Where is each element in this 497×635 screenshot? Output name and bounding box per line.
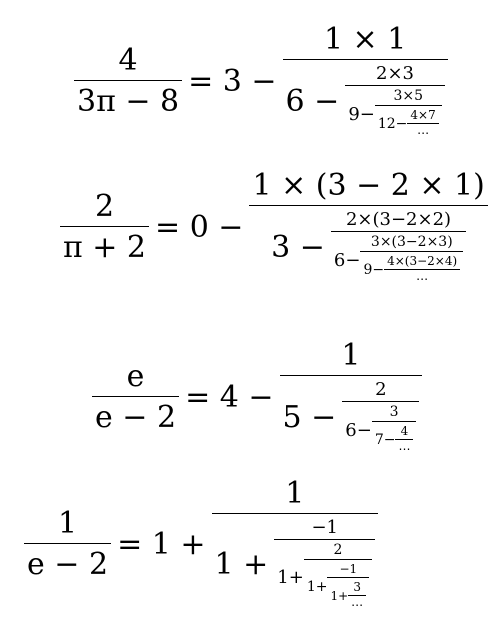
- cf-numerator-2: −1: [311, 517, 338, 538]
- cf-ellipsis: ⋯: [398, 442, 411, 456]
- cf-level-2: [331, 209, 466, 286]
- cf-level-5: [348, 580, 366, 612]
- cf-level-2: [345, 63, 444, 140]
- cf-denominator-term-4: 1+: [330, 589, 349, 603]
- fraction-bar: [74, 80, 182, 81]
- cf-level-4: [395, 424, 413, 456]
- cf-numerator: 1: [285, 476, 305, 511]
- equals-term: = 3 −: [188, 63, 277, 99]
- cf-numerator: 1: [341, 338, 361, 373]
- cf-numerator-3: 3×(3−2×3): [370, 234, 453, 250]
- equals-term: = 4 −: [185, 379, 274, 415]
- fraction-bar: [331, 231, 466, 232]
- cf-level-4: [407, 108, 438, 140]
- cf-numerator-5: 3: [353, 580, 361, 594]
- fraction-bar: [345, 85, 444, 86]
- cf-numerator-3: 3×5: [393, 88, 424, 104]
- cf-numerator-4: −1: [339, 562, 358, 576]
- cf-denominator-term-2: 6−: [333, 249, 361, 271]
- cf-level-3: [360, 234, 463, 286]
- cf-numerator-4: 4×7: [410, 108, 436, 122]
- equals-term: = 0 −: [155, 209, 244, 245]
- continued-fraction: [283, 22, 448, 140]
- lhs-fraction: [74, 43, 182, 119]
- lhs-numerator: e: [126, 359, 145, 394]
- cf-denominator-term-2: 1+: [277, 566, 304, 588]
- cf-denominator-term-3: 9−: [363, 262, 385, 278]
- fraction-bar: [372, 421, 417, 422]
- cf-denominator-term-3: 7−: [374, 432, 396, 448]
- fraction-bar: [342, 401, 419, 402]
- equation-4: [24, 476, 378, 612]
- equation-3: [92, 338, 422, 456]
- fraction-bar: [60, 226, 149, 227]
- fraction-bar: [283, 59, 448, 60]
- cf-numerator: 1 × (3 − 2 × 1): [252, 168, 485, 203]
- cf-denominator-term: 6 −: [285, 84, 340, 119]
- cf-ellipsis: ⋯: [351, 598, 364, 612]
- cf-denominator-term: 1 +: [214, 547, 269, 582]
- cf-ellipsis: ⋯: [417, 126, 430, 140]
- cf-denominator-term-2: 6−: [345, 419, 372, 441]
- fraction-bar: [92, 396, 179, 397]
- fraction-bar: [280, 375, 423, 376]
- fraction-bar: [274, 539, 375, 540]
- cf-numerator-3: 2: [333, 542, 343, 558]
- cf-level-4: [384, 254, 460, 286]
- cf-denominator-term: 3 −: [271, 230, 325, 265]
- cf-level-3: [372, 404, 417, 456]
- cf-level-4: [327, 562, 369, 612]
- lhs-numerator: 2: [94, 189, 115, 224]
- fraction-bar: [212, 513, 379, 514]
- cf-numerator-2: 2×3: [376, 63, 415, 84]
- lhs-denominator: 3π − 8: [77, 84, 180, 119]
- equation-2: [60, 168, 488, 286]
- continued-fraction: [212, 476, 379, 612]
- cf-level-3: [304, 542, 372, 612]
- fraction-bar: [24, 543, 111, 544]
- cf-level-3: [375, 88, 442, 140]
- equals-term: = 1 +: [117, 526, 206, 562]
- cf-numerator-2: 2×(3−2×2): [345, 209, 452, 230]
- cf-denominator-term-3: 12−: [377, 116, 408, 132]
- cf-level-2: [274, 517, 375, 612]
- continued-fraction: [280, 338, 423, 456]
- equation-1: [74, 22, 448, 140]
- fraction-bar: [395, 439, 413, 440]
- lhs-denominator: e − 2: [27, 547, 109, 582]
- fraction-bar: [249, 205, 487, 206]
- cf-numerator: 1 × 1: [323, 22, 407, 57]
- lhs-fraction: [92, 359, 179, 435]
- fraction-bar: [304, 559, 372, 560]
- cf-ellipsis: ⋯: [416, 272, 429, 286]
- continued-fraction: [249, 168, 487, 286]
- fraction-bar: [360, 251, 463, 252]
- cf-denominator-term-2: 9−: [348, 103, 375, 125]
- fraction-bar: [348, 595, 366, 596]
- cf-numerator-4: 4×(3−2×4): [387, 254, 458, 268]
- cf-numerator-2: 2: [375, 379, 387, 400]
- lhs-denominator: e − 2: [95, 400, 177, 435]
- lhs-fraction: [60, 189, 149, 265]
- fraction-bar: [384, 269, 460, 270]
- lhs-numerator: 1: [57, 506, 78, 541]
- lhs-fraction: [24, 506, 111, 582]
- cf-level-2: [342, 379, 419, 456]
- fraction-bar: [407, 123, 438, 124]
- lhs-denominator: π + 2: [63, 230, 147, 265]
- fraction-bar: [327, 577, 369, 578]
- cf-denominator-term-3: 1+: [306, 579, 328, 595]
- cf-denominator-term: 5 −: [282, 400, 337, 435]
- lhs-numerator: 4: [118, 43, 138, 78]
- fraction-bar: [375, 105, 442, 106]
- cf-numerator-3: 3: [389, 404, 399, 420]
- cf-numerator-4: 4: [400, 424, 409, 438]
